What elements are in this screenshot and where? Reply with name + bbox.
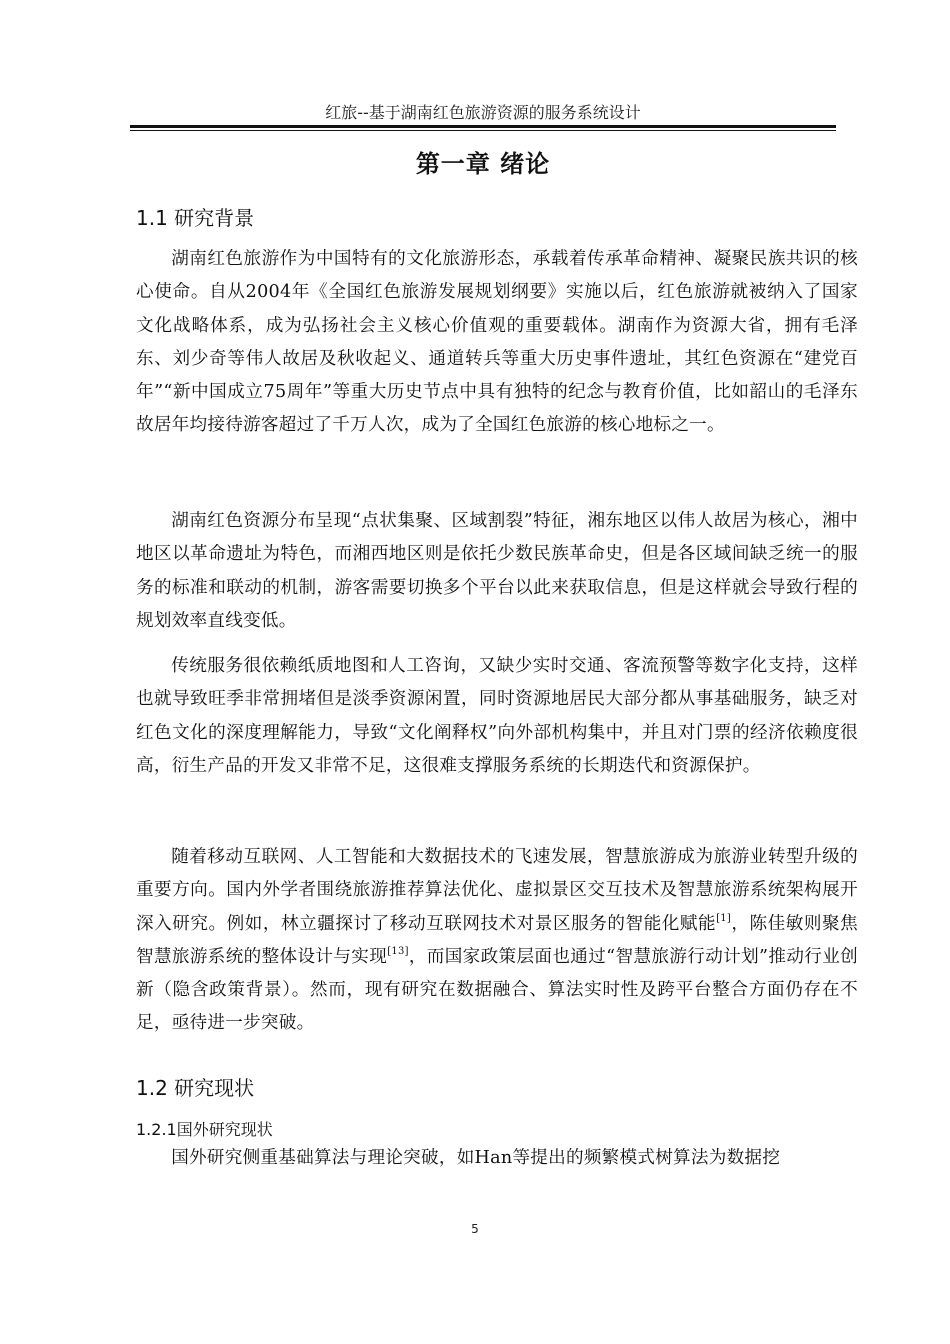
paragraph-background-4 (136, 841, 858, 1041)
citation-ref: [13] (387, 945, 409, 957)
section-heading-1-2: 1.2 研究现状 (136, 1076, 255, 1100)
paragraph-text: 随着移动互联网、人工智能和大数据技术的飞速发展，智慧旅游成为旅游业转型升级的重要方向。国内外学者围绕旅游推荐算法优化、虚拟景区交互技术及智慧旅游系统架构展开深入研究。例如，林立疆探讨了移动互联网技术对景区服务的智能化赋能 (136, 847, 858, 934)
chapter-title: 第一章 绪论 (415, 150, 551, 178)
page-number: 5 (471, 1222, 479, 1236)
section-heading-1-1: 1.1 研究背景 (136, 206, 255, 230)
header-rule-thin (130, 130, 836, 131)
subsection-heading-1-2-1: 1.2.1国外研究现状 (136, 1120, 273, 1139)
paragraph-background-1: 湖南红色旅游作为中国特有的文化旅游形态，承载着传承革命精神、凝聚民族共识的核心使命。自从2004年《全国红色旅游发展规划纲要》实施以后，红色旅游就被纳入了国家文化战略体系，成为弘扬社会主义核心价值观的重要载体。湖南作为资源大省，拥有毛泽东、刘少奇等伟人故居及秋收起义、通道转兵等重大历史事件遗址，其红色资源在“建党百年”“新中国成立75周年”等重大历史节点中具有独特的纪念与教育价值，比如韶山的毛泽东故居年均接待游客超过了千万人次，成为了全国红色旅游的核心地标之一。 (136, 249, 858, 436)
paragraph-background-2: 湖南红色资源分布呈现“点状集聚、区域割裂”特征，湘东地区以伟人故居为核心，湘中地区以革命遗址为特色，而湘西地区则是依托少数民族革命史，但是各区域间缺乏统一的服务的标准和联动的机制，游客需要切换多个平台以此来获取信息，但是这样就会导致行程的规划效率直线变低。 (136, 511, 858, 631)
header-rule-thick (130, 125, 836, 128)
running-header: 红旅--基于湖南红色旅游资源的服务系统设计 (325, 103, 641, 122)
paragraph-text: ，而国家政策层面也通过“智慧旅游行动计划”推动行业创新（隐含政策背景）。然而，现有研究在数据融合、算法实时性及跨平台整合方面仍存在不足，亟待进一步突破。 (136, 946, 858, 1034)
citation-ref: [1] (716, 912, 732, 924)
paragraph-text: ，陈佳敏则聚焦智慧旅游系统的整体设计与实现 (136, 913, 858, 967)
paragraph-foreign-research: 国外研究侧重基础算法与理论突破，如Han等提出的频繁模式树算法为数据挖 (171, 1148, 781, 1168)
paragraph-background-3: 传统服务很依赖纸质地图和人工咨询，又缺少实时交通、客流预警等数字化支持，这样也就导致旺季非常拥堵但是淡季资源闲置，同时资源地居民大部分都从事基础服务，缺乏对红色文化的深度理解能力，导致“文化阐释权”向外部机构集中，并且对门票的经济依赖度很高，衍生产品的开发又非常不足，这很难支撑服务系统的长期迭代和资源保护。 (136, 656, 858, 776)
